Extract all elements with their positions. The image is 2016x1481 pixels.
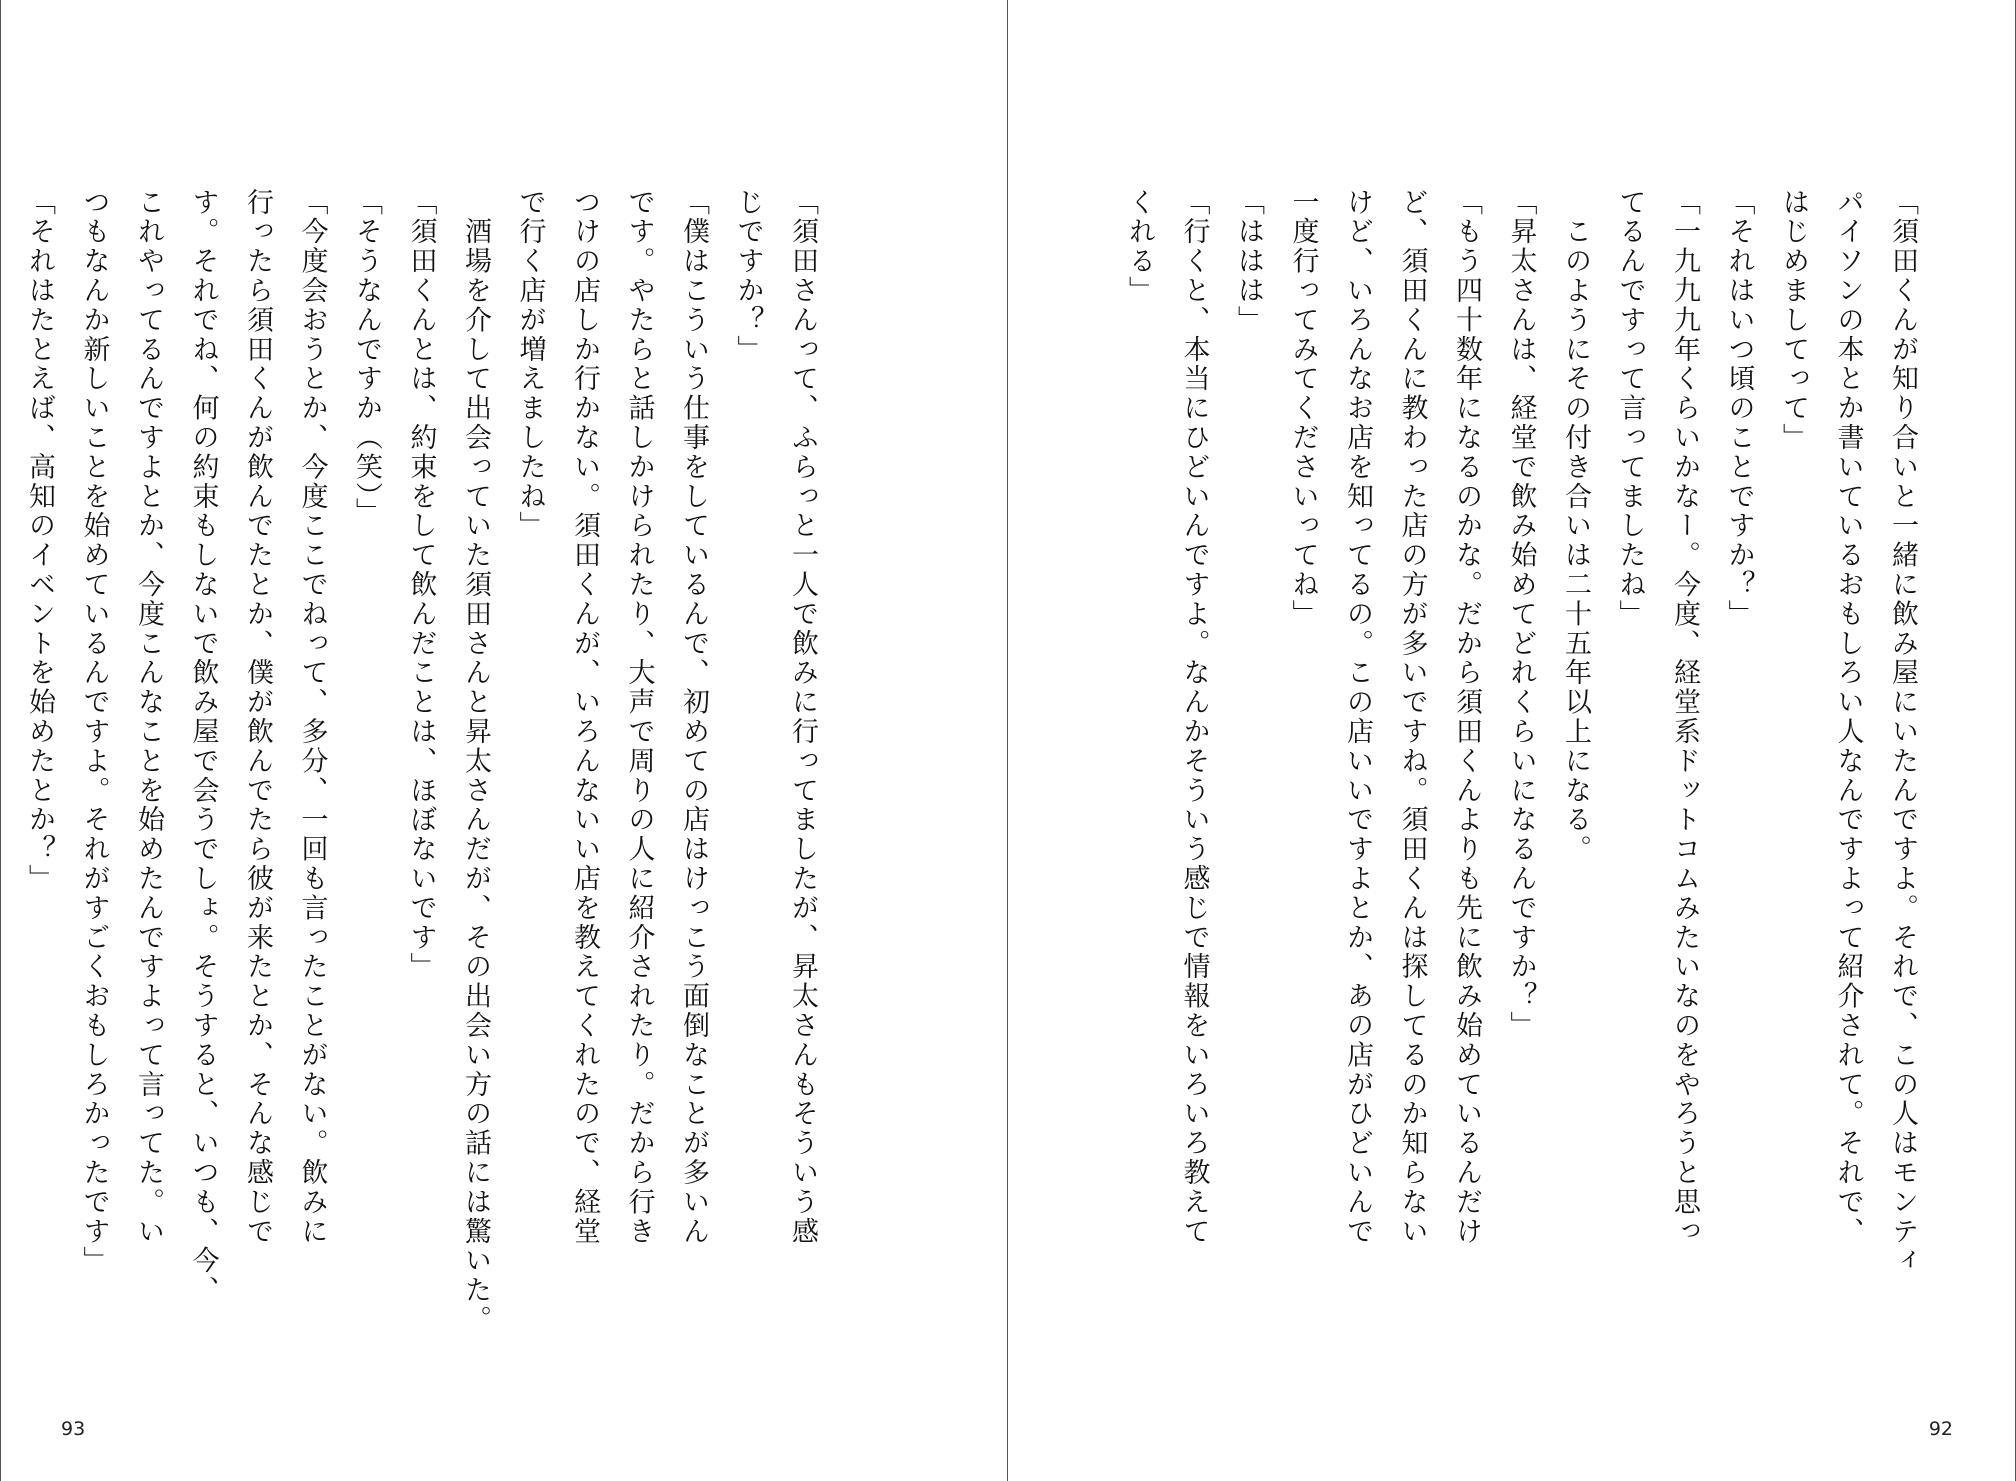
text-line: ど、須田くんに教わった店の方が多いですね。須田くんは探してるのか知らない [1396,188,1428,1247]
text-line: 「昇太さんは、経堂で飲み始めてどれくらいになるんですか？」 [1505,188,1537,1041]
text-line: パイソンの本とか書いているおもしろい人なんですよって紹介されて。それで、 [1832,188,1864,1247]
text-line: 「行くと、本当にひどいんですよ。なんかそういう感じで情報をいろいろ教えて [1178,188,1210,1247]
text-line: 「須田くんとは、約束をして飲んだことは、ほぼないです」 [405,188,437,982]
text-line: 「そうなんですか（笑）」 [351,188,382,528]
text-line: 酒場を介して出会っていた須田さんと昇太さんだが、その出会い方の話には驚いた。 [460,188,491,1335]
left-page [0,0,1007,1481]
right-page-text [1112,188,1930,1276]
text-line: 「今度会おうとか、今度ここでねって、多分、一回も言ったことがない。飲みに [296,188,328,1247]
text-line: 「須田くんが知り合いと一緒に飲み屋にいたんですよ。それで、この人はモンティ [1887,188,1918,1276]
text-line: 「須田さんって、ふらっと一人で飲みに行ってましたが、昇太さんもそういう感 [787,188,818,1247]
text-line: 「もう四十数年になるのかな。だから須田くんよりも先に飲み始めているんだけ [1451,188,1482,1247]
left-page-text [12,188,830,1335]
text-line: じですか？」 [732,188,764,365]
text-line: つけの店しか行かない。須田くんが、いろんないい店を教えてくれたので、経堂 [569,188,600,1247]
text-line: 「僕はこういう仕事をしているんで、初めての店はけっこう面倒なことが多いん [678,188,709,1247]
text-line: 一度行ってみてくださいってね」 [1287,188,1319,629]
text-line: これやってるんですよとか、今度こんなことを始めたんですよって言ってた。い [133,188,164,1247]
text-line: で行く店が増えましたね」 [514,188,546,541]
text-line: す。それでね、何の約束もしないで飲み屋で会うでしょ。そうすると、いつも、今、 [187,188,219,1306]
text-line: 「それはたとえば、高知のイベントを始めたとか？」 [24,188,55,894]
text-line: つもなんか新しいことを始めているんですよ。それがすごくおもしろかったです」 [78,188,110,1276]
text-line: けど、いろんなお店を知ってるの。この店いいですよとか、あの店がひどいんで [1342,188,1373,1247]
page-number: 93 [61,1418,86,1440]
text-line: このようにその付き合いは二十五年以上になる。 [1560,188,1591,865]
text-line: 「一九九九年くらいかなー。今度、経堂系ドットコムみたいなのをやろうと思っ [1669,188,1700,1247]
text-line: です。やたらと話しかけられたり、大声で周りの人に紹介されたり。だから行き [623,188,655,1247]
text-line: 行ったら須田くんが飲んでたとか、僕が飲んでたら彼が来たとか、そんな感じで [242,188,273,1247]
text-line: 「それはいつ頃のことですか？」 [1723,188,1755,629]
page-number: 92 [1928,1418,1953,1440]
right-page [1007,0,2016,1481]
text-line: はじめましてって」 [1778,188,1809,453]
text-line: 「ははは」 [1233,188,1264,335]
text-line: くれる」 [1124,188,1155,306]
text-line: てるんですって言ってましたね」 [1614,188,1646,629]
